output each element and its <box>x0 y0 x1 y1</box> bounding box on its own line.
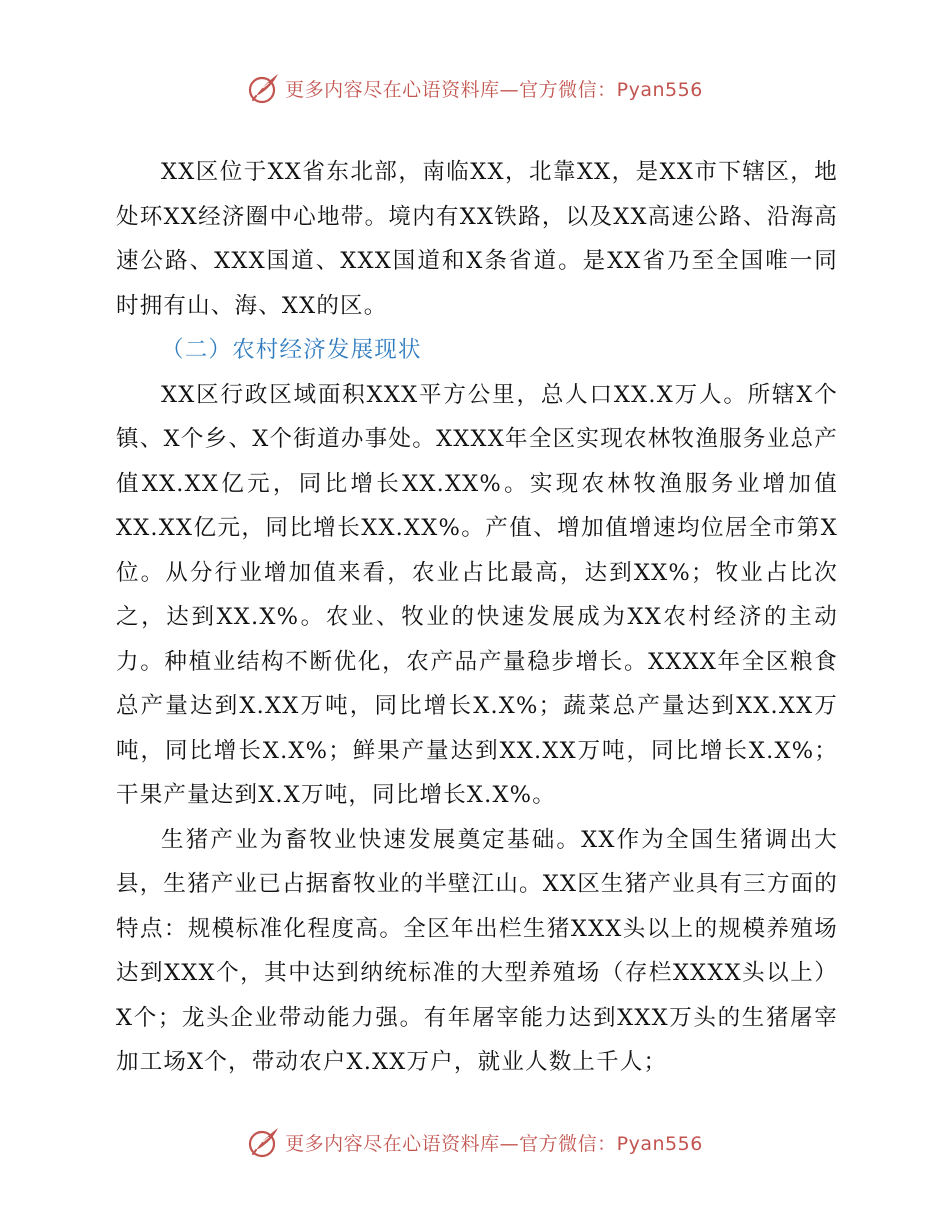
banner-text: 更多内容尽在心语资料库—官方微信：Pyan556 <box>285 1132 703 1155</box>
paragraph-location: XX区位于XX省东北部，南临XX，北靠XX，是XX市下辖区，地处环XX经济圈中心地带。境内有XX铁路，以及XX高速公路、沿海高速公路、XXX国道、XXX国道和X条省道。是XX省乃至全国唯一同时拥有山、海、XX的区。 <box>116 159 838 319</box>
paragraph-pig-industry: 生猪产业为畜牧业快速发展奠定基础。XX作为全国生猪调出大县，生猪产业已占据畜牧业的半壁江山。XX区生猪产业具有三方面的特点：规模标准化程度高。全区年出栏生猪XXX头以上的规模养殖场达到XXX个，其中达到纳统标准的大型养殖场（存栏XXXX头以上）X个；龙头企业带动能力强。有年屠宰能力达到XXX万头的生猪屠宰加工场X个，带动农户X.XX万户，就业人数上千人； <box>116 826 838 1075</box>
paragraph-economy: XX区行政区域面积XXX平方公里，总人口XX.X万人。所辖X个镇、X个乡、X个街道办事处。XXXX年全区实现农林牧渔服务业总产值XX.XX亿元，同比增长XX.XX%。实现农林牧渔服务业增加值XX.XX亿元，同比增长XX.XX%。产值、增加值增速均位居全市第X位。从分行业增加值来看，农业占比最高，达到XX%；牧业占比次之，达到XX.X%。农业、牧业的快速发展成为XX农村经济的主动力。种植业结构不断优化，农产品产量稳步增长。XXXX年全区粮食总产量达到X.XX万吨，同比增长X.X%；蔬菜总产量达到XX.XX万吨，同比增长X.X%；鲜果产量达到XX.XX万吨，同比增长X.X%；干果产量达到X.X万吨，同比增长X.X%。 <box>116 381 838 808</box>
document-body <box>116 150 838 1085</box>
header-banner <box>0 68 950 108</box>
quill-logo-icon <box>247 71 281 105</box>
footer-banner <box>0 1122 950 1162</box>
banner-text: 更多内容尽在心语资料库—官方微信：Pyan556 <box>285 78 703 101</box>
section-heading: （二）农村经济发展现状 <box>161 337 422 363</box>
quill-logo-icon <box>247 1125 281 1159</box>
